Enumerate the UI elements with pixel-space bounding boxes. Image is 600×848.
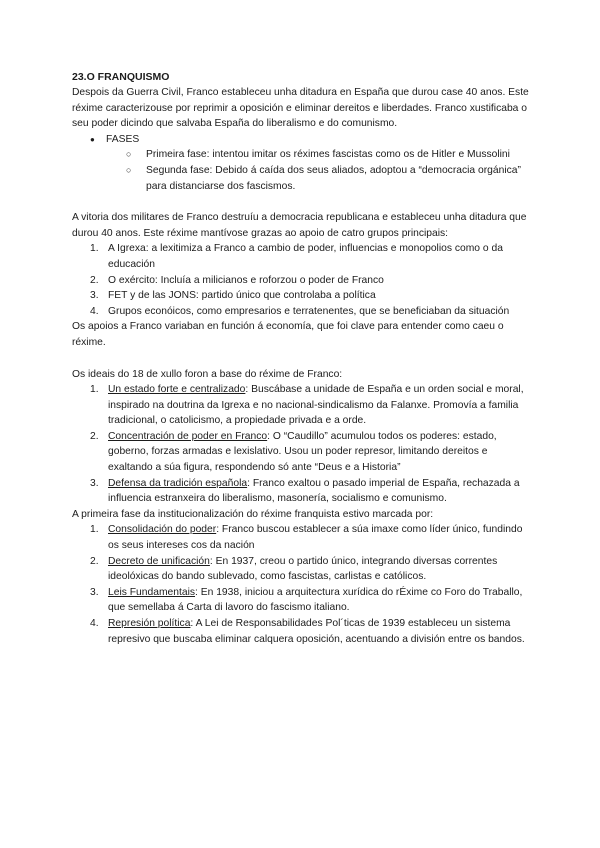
item-number: 1. — [90, 243, 99, 255]
item-number: 3. — [90, 290, 99, 302]
item-term: Decreto de unificación — [108, 555, 210, 567]
item-text: : En 1937, creou o partido único, integrando diversas correntes ideolóxicas do bando sublevado, como fascistas, carlistas e católicos. — [108, 555, 498, 583]
list-item — [90, 241, 530, 272]
item-term: Leis Fundamentais — [108, 586, 196, 598]
list-item — [90, 429, 530, 476]
list-item: ○ Segunda fase: Debido á caída dos seus aliados, adoptou a “democracia orgánica” para distanciarse dos fascismos. — [126, 163, 530, 194]
item-text: : Buscábase a unidade de España e un orden social e moral, inspirado na doutrina da Igrexa e no nacional-sindicalismo da Falanxe. Promovía a familia tradicional, o catolicismo, a propiedade privada e a orde. — [108, 384, 524, 427]
item-number: 2. — [90, 430, 99, 442]
item-text: O exército: Incluía a milicianos e roforzou o poder de Franco — [108, 274, 384, 286]
item-number: 1. — [90, 524, 99, 536]
item-text: : O “Caudillo” acumulou todos os poderes: estado, goberno, forzas armadas e lexislativo. Usou un poder represor, limitando dereitos e exaltando a súa figura, respondendo só ante “Deus e a Historia” — [108, 430, 497, 474]
spacer — [72, 194, 530, 210]
list-item — [90, 304, 530, 320]
item-term: Represión política — [108, 618, 191, 629]
ideals-list — [72, 382, 530, 507]
list-item — [90, 382, 530, 429]
list-item — [90, 554, 530, 585]
item-term: Consolidación do poder — [108, 524, 217, 536]
item-text: FET y de las JONS: partido único que controlaba a política — [108, 290, 376, 302]
list-item — [90, 522, 530, 553]
item-number: 3. — [90, 586, 99, 598]
list-item — [90, 288, 530, 304]
list-item — [90, 476, 530, 507]
item-text: : Franco exaltou o pasado imperial de España, rechazada a influencia estranxeira do liberalismo, masonería, socialismo e comunismo. — [108, 477, 520, 505]
ideals-intro: Os ideais do 18 de xullo foron a base do réxime de Franco: — [72, 368, 343, 380]
item-number: 2. — [90, 555, 99, 567]
institutionalization-intro: A primeira fase da institucionalización do réxime franquista estivo marcada por: — [72, 508, 434, 520]
institutionalization-list — [72, 522, 530, 647]
item-text: Grupos econóicos, como empresarios e terratenentes, que se beneficiaban da situación — [108, 305, 510, 317]
item-term: Concentración de poder en Franco — [108, 430, 268, 442]
list-item: ○ Primeira fase: intentou imitar os réximes fascistas como os de Hitler e Mussolini — [126, 147, 530, 163]
item-text: A Igrexa: a lexitimiza a Franco a cambio de poder, influencias e monopolios como o da educación — [108, 243, 503, 270]
item-term: Defensa da tradición española — [108, 477, 248, 489]
item-text: : En 1938, iniciou a arquitectura xurídica do rÉxime co Foro do Traballo, que semellaba á Carta di lavoro do fascismo italiano. — [108, 586, 523, 614]
item-number: 2. — [90, 274, 99, 286]
item-text: : A Lei de Responsabilidades Pol´ticas de 1939 estableceu un sistema represivo que buscaba eliminar calquera oposición, acentuando a división entre os bandos. — [108, 618, 525, 645]
intro-paragraph: Despois da Guerra Civil, Franco estableceu unha ditadura en España que durou case 40 anos. Este réxime caracterizouse por reprimir a oposición e eliminar dereitos e liberdades. Franco xustificaba o seu poder dicindo que salvaba España do liberalismo e do comunismo. — [72, 87, 529, 130]
item-number: 4. — [90, 305, 99, 317]
phases-list — [72, 132, 530, 194]
phases-label: FASES — [106, 133, 140, 145]
phases-heading — [90, 132, 530, 194]
support-list — [72, 241, 530, 319]
item-number: 1. — [90, 384, 99, 396]
spacer — [72, 351, 530, 367]
item-term: Un estado forte e centralizado — [108, 384, 246, 396]
list-item — [90, 585, 530, 616]
support-intro: A vitoria dos militares de Franco destruíu a democracia republicana e estableceu unha ditadura que durou 40 anos. Este réxime mantívose grazas ao apoio de catro grupos principais: — [72, 212, 527, 239]
document-title: 23.O FRANQUISMO — [72, 71, 170, 83]
item-text: : Franco buscou establecer a súa imaxe como líder único, fundindo os seus intereses cos da nación — [108, 524, 523, 552]
item-number: 3. — [90, 477, 99, 489]
support-outro: Os apoios a Franco variaban en función á economía, que foi clave para entender como caeu o réxime. — [72, 321, 504, 348]
list-item — [90, 273, 530, 289]
list-item — [90, 616, 530, 647]
phases-sublist — [106, 147, 530, 194]
item-number: 4. — [90, 618, 99, 629]
